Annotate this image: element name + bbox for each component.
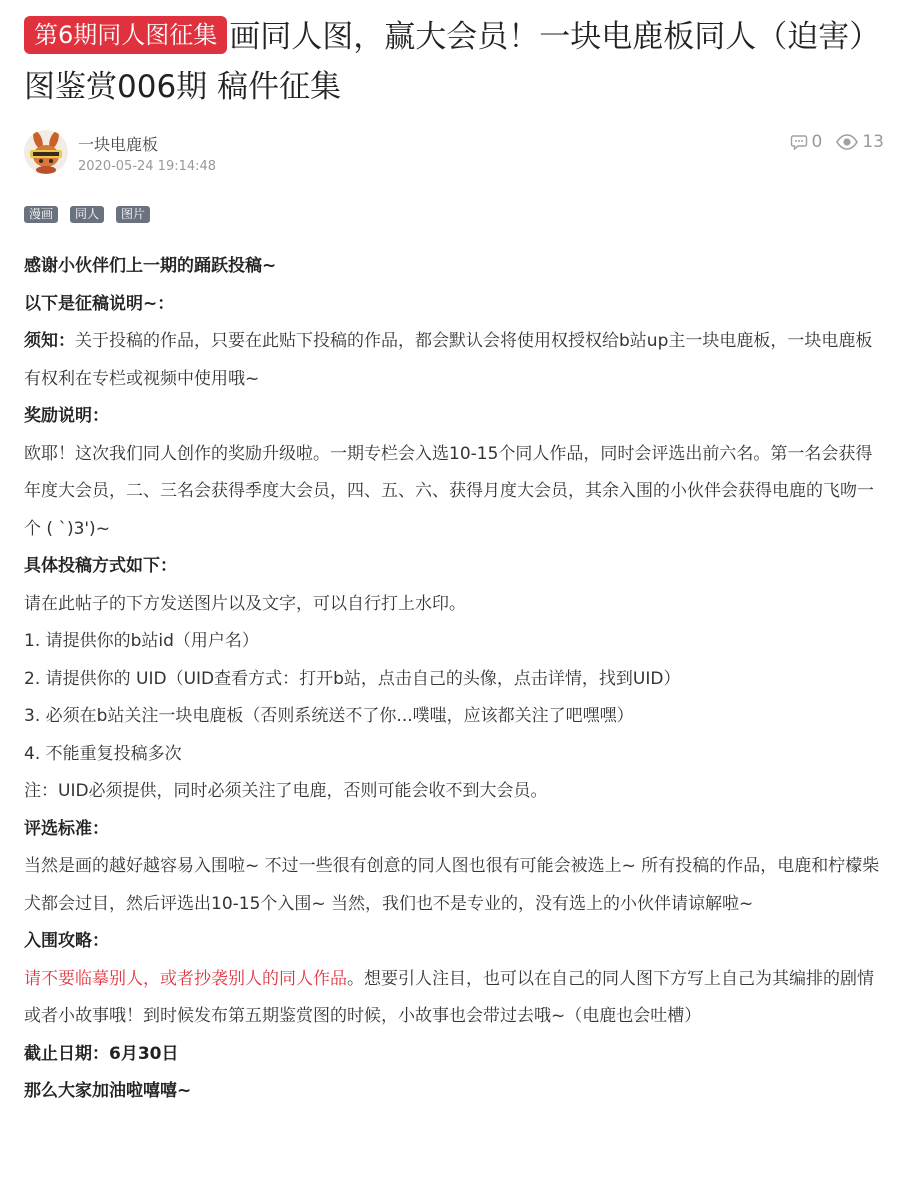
- avatar[interactable]: [24, 130, 68, 174]
- method-intro: 请在此帖子的下方发送图片以及文字，可以自行打上水印。: [24, 593, 466, 614]
- author-row: [24, 128, 884, 180]
- notice-label: 须知：: [24, 331, 75, 351]
- tips-text: 。想要引人注目，也可以在自己的同人图下方写上自己为其编排的剧情或者小故事哦！到时候发布第五期鉴赏图的时候，小故事也会带过去哦~（电鹿也会吐槽）: [24, 968, 874, 1026]
- author-name[interactable]: 一块电鹿板: [78, 135, 159, 154]
- tag-manga[interactable]: 漫画: [24, 206, 58, 223]
- tag-list: [24, 206, 150, 223]
- reward-text: 欧耶！这次我们同人创作的奖励升级啦。一期专栏会入选10-15个同人作品，同时会评选出前六名。第一名会获得年度大会员，二、三名会获得季度大会员，四、五、六、获得月度大会员，其余入围的小伙伴会获得电鹿的飞吻一个 ( `)3')~: [24, 443, 874, 539]
- notice-paragraph: [24, 323, 886, 398]
- comment-icon: [790, 133, 808, 151]
- closing-line: 那么大家加油啦嘻嘻~: [24, 1081, 192, 1101]
- step-item: 2. 请提供你的 UID（UID查看方式：打开b站，点击自己的头像，点击详情，找到UID）: [24, 668, 681, 689]
- method-heading: 具体投稿方式如下：: [24, 556, 177, 576]
- title-badge[interactable]: 第6期同人图征集: [24, 16, 227, 54]
- view-count-value: 13: [862, 132, 884, 152]
- step-item: 4. 不能重复投稿多次: [24, 743, 182, 764]
- page-title: [24, 12, 884, 112]
- deadline-label: 截止日期：: [24, 1043, 109, 1064]
- title-text: 画同人图，赢大会员！一块电鹿板同人（迫害）图鉴赏006期 稿件征集: [24, 19, 881, 105]
- eye-icon: [836, 134, 858, 150]
- thanks-line: 感谢小伙伴们上一期的踊跃投稿~: [24, 256, 277, 276]
- comment-count[interactable]: [790, 132, 823, 152]
- uid-note: 注：UID必须提供，同时必须关注了电鹿，否则可能会收不到大会员。: [24, 781, 548, 801]
- deadline-line: [24, 1036, 886, 1074]
- step-item: 3. 必须在b站关注一块电鹿板（否则系统送不了你...噗嗤，应该都关注了吧嘿嘿）: [24, 706, 634, 726]
- reward-heading: 奖励说明：: [24, 406, 109, 426]
- notice-text: 关于投稿的作品，只要在此贴下投稿的作品，都会默认会将使用权授权给b站up主一块电鹿板，一块电鹿板有权利在专栏或视频中使用哦~: [24, 331, 873, 389]
- tips-warning: 请不要临摹别人，或者抄袭别人的同人作品: [24, 968, 347, 989]
- article-body: [24, 248, 886, 1111]
- tips-paragraph: [24, 961, 886, 1036]
- view-count: [836, 132, 884, 152]
- deadline-value: 6月30日: [109, 1043, 179, 1064]
- tips-heading: 入围攻略：: [24, 931, 109, 951]
- step-item: 1. 请提供你的b站id（用户名）: [24, 631, 259, 651]
- criteria-text: 当然是画的越好越容易入围啦~ 不过一些很有创意的同人图也很有可能会被选上~ 所有投稿的作品，电鹿和柠檬柴犬都会过目，然后评选出10-15个入围~ 当然，我们也不是专业的，没有选上的小伙伴请谅解啦~: [24, 856, 880, 914]
- tag-image[interactable]: 图片: [116, 206, 150, 223]
- avatar-image-icon: [24, 130, 68, 174]
- post-date: 2020-05-24 19:14:48: [78, 159, 217, 174]
- post-stats: [790, 132, 884, 152]
- comment-count-value: 0: [811, 132, 823, 152]
- criteria-heading: 评选标准：: [24, 818, 109, 839]
- tag-doujin[interactable]: 同人: [70, 206, 104, 223]
- rules-heading: 以下是征稿说明~：: [24, 293, 175, 314]
